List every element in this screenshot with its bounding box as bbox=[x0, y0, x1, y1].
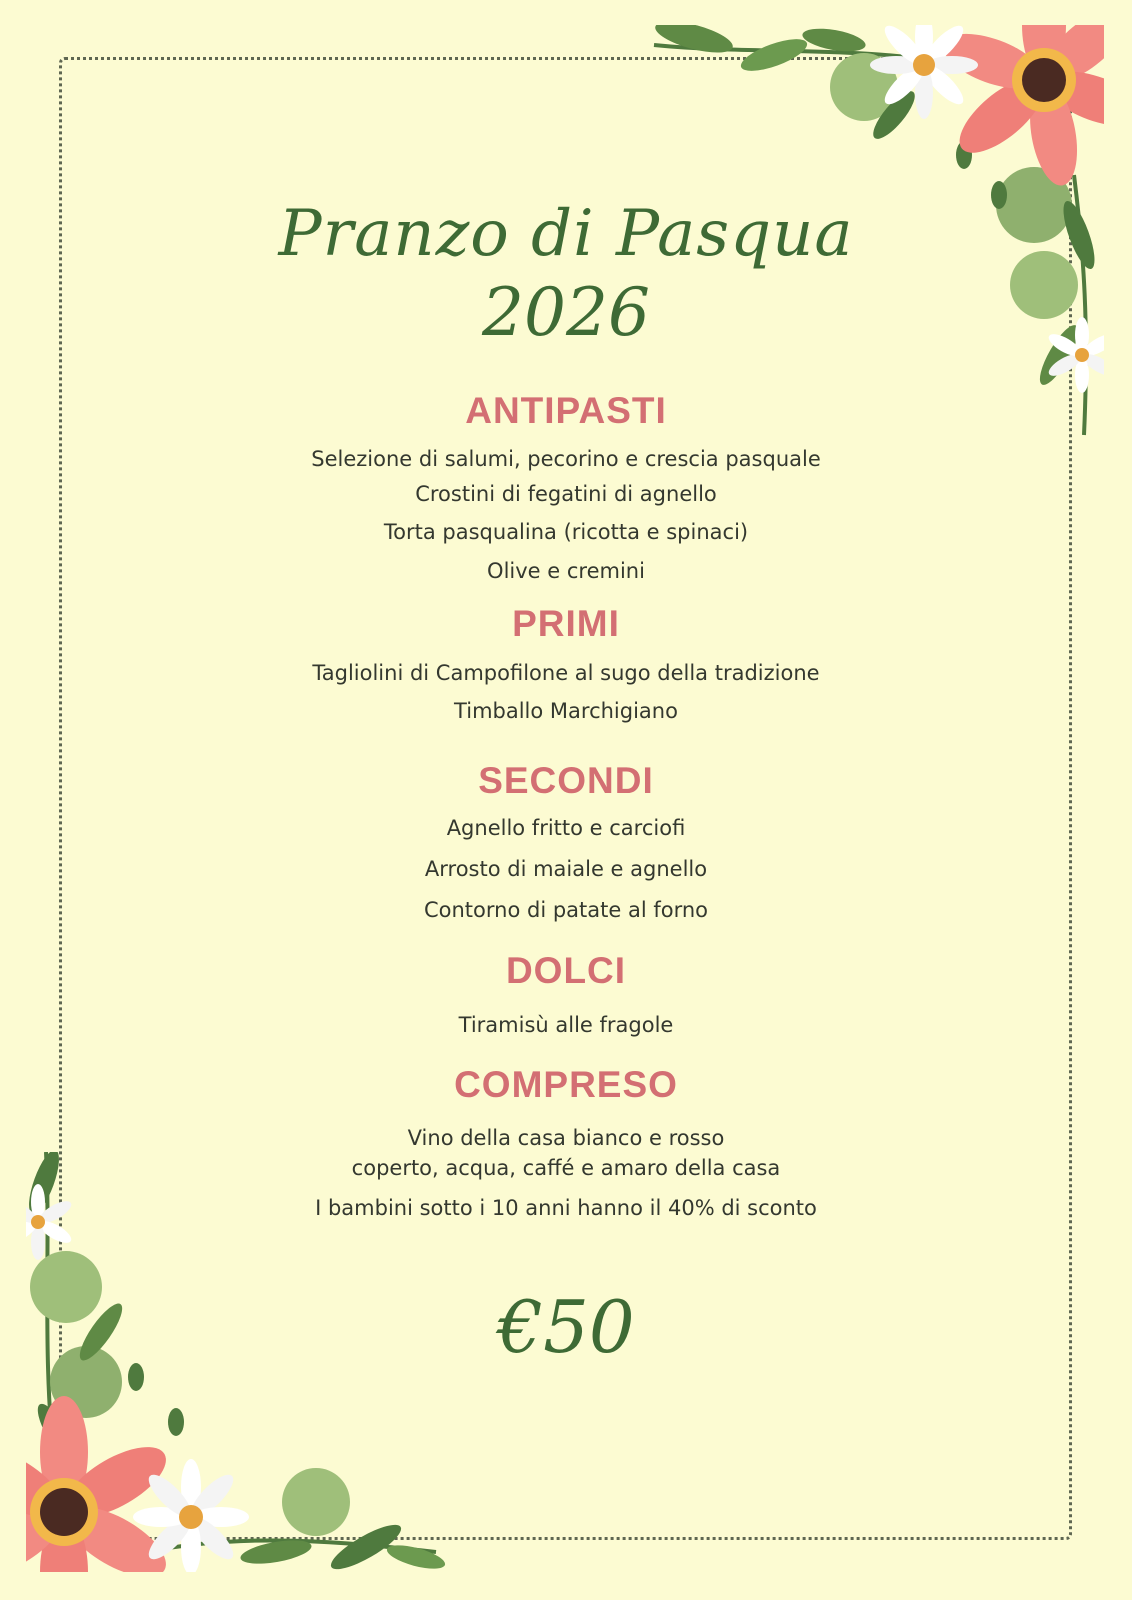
menu-item: Timballo Marchigiano bbox=[454, 699, 678, 723]
menu-item: Arrosto di maiale e agnello bbox=[424, 857, 708, 881]
section-title-secondi: SECONDI bbox=[478, 760, 654, 801]
menu-item: Torta pasqualina (ricotta e spinaci) bbox=[383, 520, 749, 544]
menu-item: Vino della casa bianco e rosso bbox=[407, 1126, 725, 1150]
menu-item: Tiramisù alle fragole bbox=[458, 1013, 674, 1037]
menu-item: Contorno di patate al forno bbox=[423, 898, 708, 922]
section-title-primi: PRIMI bbox=[512, 603, 620, 644]
section-title-compreso: COMPRESO bbox=[454, 1064, 678, 1105]
menu-item: Crostini di fegatini di agnello bbox=[415, 482, 717, 506]
menu-item: coperto, acqua, caffé e amaro della casa bbox=[351, 1156, 781, 1180]
section-title-antipasti: ANTIPASTI bbox=[465, 390, 667, 431]
menu-price: €50 bbox=[497, 1285, 635, 1369]
menu-title: Pranzo di Pasqua bbox=[278, 197, 854, 271]
menu-title-block bbox=[0, 195, 1132, 353]
menu-item: Selezione di salumi, pecorino e crescia pasquale bbox=[311, 447, 821, 471]
section-title-dolci: DOLCI bbox=[505, 950, 627, 991]
menu-item: I bambini sotto i 10 anni hanno il 40% di sconto bbox=[315, 1196, 817, 1220]
menu-item: Tagliolini di Campofilone al sugo della tradizione bbox=[312, 661, 820, 685]
menu-item: Agnello fritto e carciofi bbox=[446, 816, 686, 840]
menu-item: Olive e cremini bbox=[487, 559, 645, 583]
menu-year: 2026 bbox=[482, 274, 650, 351]
